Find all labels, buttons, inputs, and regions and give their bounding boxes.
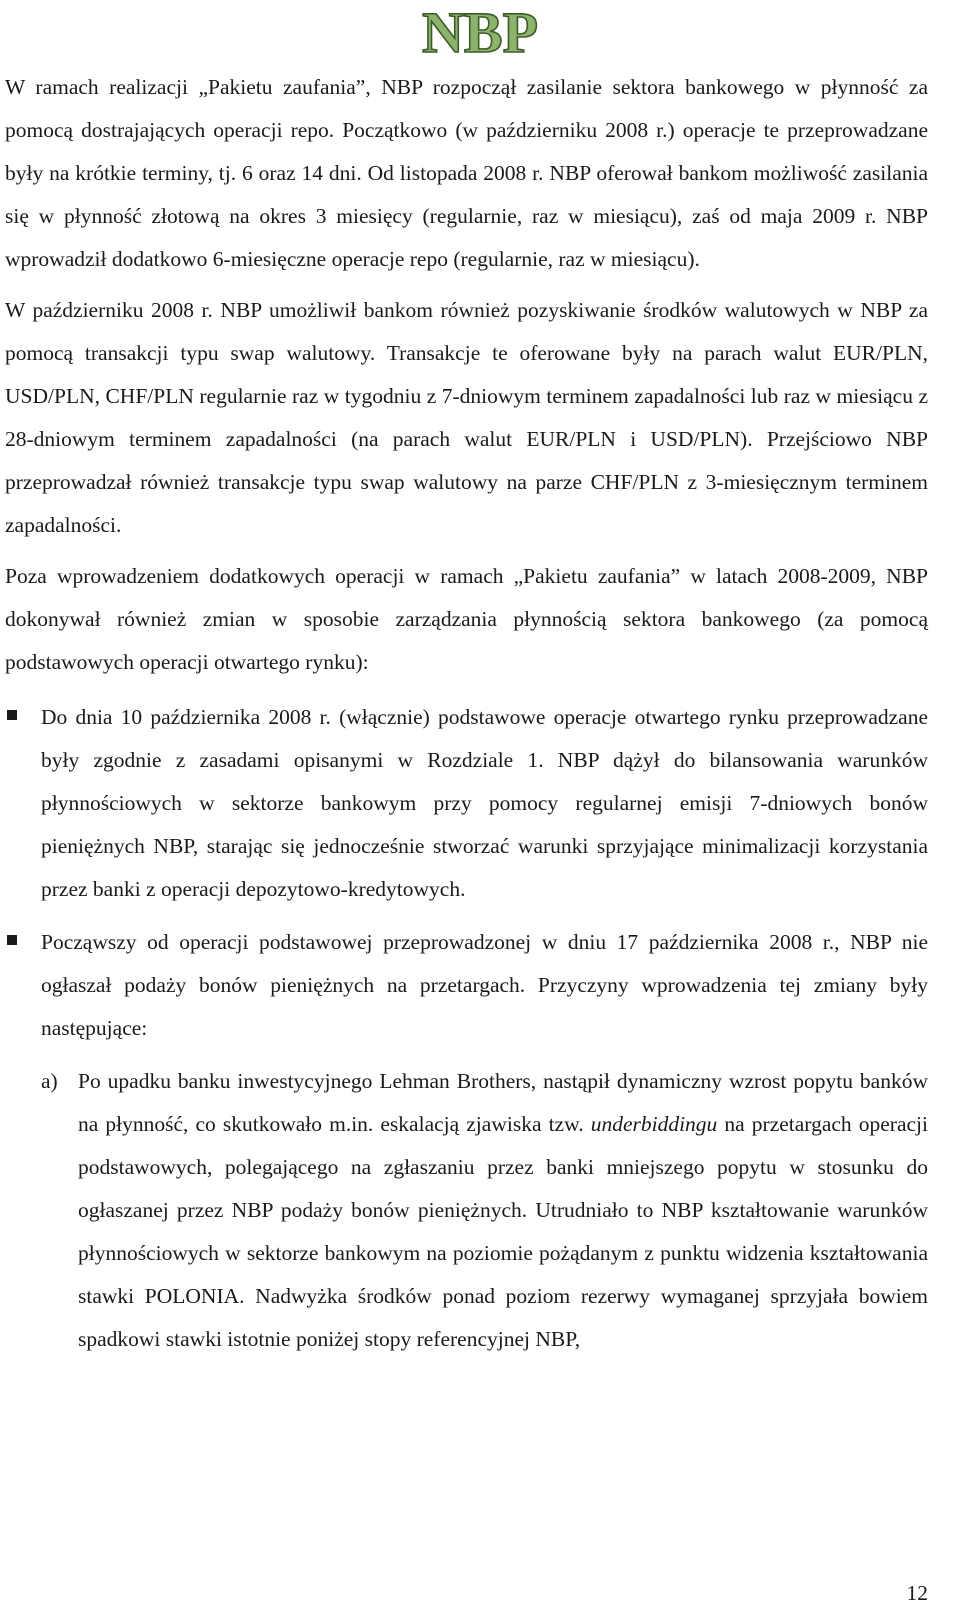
square-bullet-icon [7, 710, 17, 720]
document-body [5, 66, 928, 1361]
nbp-logo-mark [410, 2, 550, 62]
sub-item-text-after: na przetargach operacji podstawowych, polegającego na zgłaszaniu przez banki mniejszego popytu w stosunku do ogłaszanej przez NBP podaży bonów pieniężnych. Utrudniało to NBP kształtowanie warunków płynnościowych w sektorze bankowym na poziomie pożądanym z punktu widzenia kształtowania stawki POLONIA. Nadwyżka środków ponad poziom rezerwy wymaganej sprzyjała bowiem spadkowi stawki istotnie poniżej stopy referencyjnej NBP, [78, 1112, 928, 1351]
page-number: 12 [906, 1581, 928, 1605]
sub-item-letter: a) [41, 1069, 58, 1093]
bullet-text: Do dnia 10 października 2008 r. (włącznie) podstawowe operacje otwartego rynku przeprowadzane były zgodnie z zasadami opisanymi w Rozdziale 1. NBP dążył do bilansowania warunków płynnościowych w sektorze bankowym przy pomocy regularnej emisji 7-dniowych bonów pieniężnych NBP, starając się jednocześnie stworzać warunki sprzyjające minimalizacji korzystania przez banki z operacji depozytowo-kredytowych. [41, 705, 928, 901]
sub-item-italic-term: underbiddingu [590, 1112, 718, 1136]
bullet-item [5, 696, 928, 911]
bullet-item [5, 921, 928, 1050]
bullet-text: Począwszy od operacji podstawowej przeprowadzonej w dniu 17 października 2008 r., NBP nie ogłaszał podaży bonów pieniężnych na przetargach. Przyczyny wprowadzenia tej zmiany były następujące: [41, 930, 928, 1040]
paragraph-pakiet-zaufania: W ramach realizacji „Pakietu zaufania”, NBP rozpoczął zasilanie sektora bankowego w płynność za pomocą dostrajających operacji repo. Początkowo (w październiku 2008 r.) operacje te przeprowadzane były na krótkie terminy, tj. 6 oraz 14 dni. Od listopada 2008 r. NBP oferował bankom możliwość zasilania się w płynność złotową na okres 3 miesięcy (regularnie, raz w miesiącu), zaś od maja 2009 r. NBP wprowadził dodatkowo 6-miesięczne operacje repo (regularnie, raz w miesiącu). [5, 75, 928, 271]
paragraph-swap-walutowy: W październiku 2008 r. NBP umożliwił bankom również pozyskiwanie środków walutowych w NBP za pomocą transakcji typu swap walutowy. Transakcje te oferowane były na parach walut EUR/PLN, USD/PLN, CHF/PLN regularnie raz w tygodniu z 7-dniowym terminem zapadalności lub raz w miesiącu z 28-dniowym terminem zapadalności (na parach walut EUR/PLN i USD/PLN). Przejściowo NBP przeprowadzał również transakcje typu swap walutowy na parze CHF/PLN z 3-miesięcznym terminem zapadalności. [5, 298, 928, 537]
nbp-logo-text: NBP [422, 2, 538, 62]
nbp-logo [0, 2, 960, 67]
paragraph-zmiany-zarzadzania: Poza wprowadzeniem dodatkowych operacji w ramach „Pakietu zaufania” w latach 2008-2009, NBP dokonywał również zmian w sposobie zarządzania płynnością sektora bankowego (za pomocą podstawowych operacji otwartego rynku): [5, 564, 928, 674]
square-bullet-icon [7, 935, 17, 945]
sub-item-text-before: Po upadku banku inwestycyjnego Lehman Brothers, nastąpił dynamiczny wzrost popytu banków na płynność, co skutkowało m.in. eskalacją zjawiska tzw. [78, 1069, 928, 1136]
sub-list-item [5, 1060, 928, 1361]
